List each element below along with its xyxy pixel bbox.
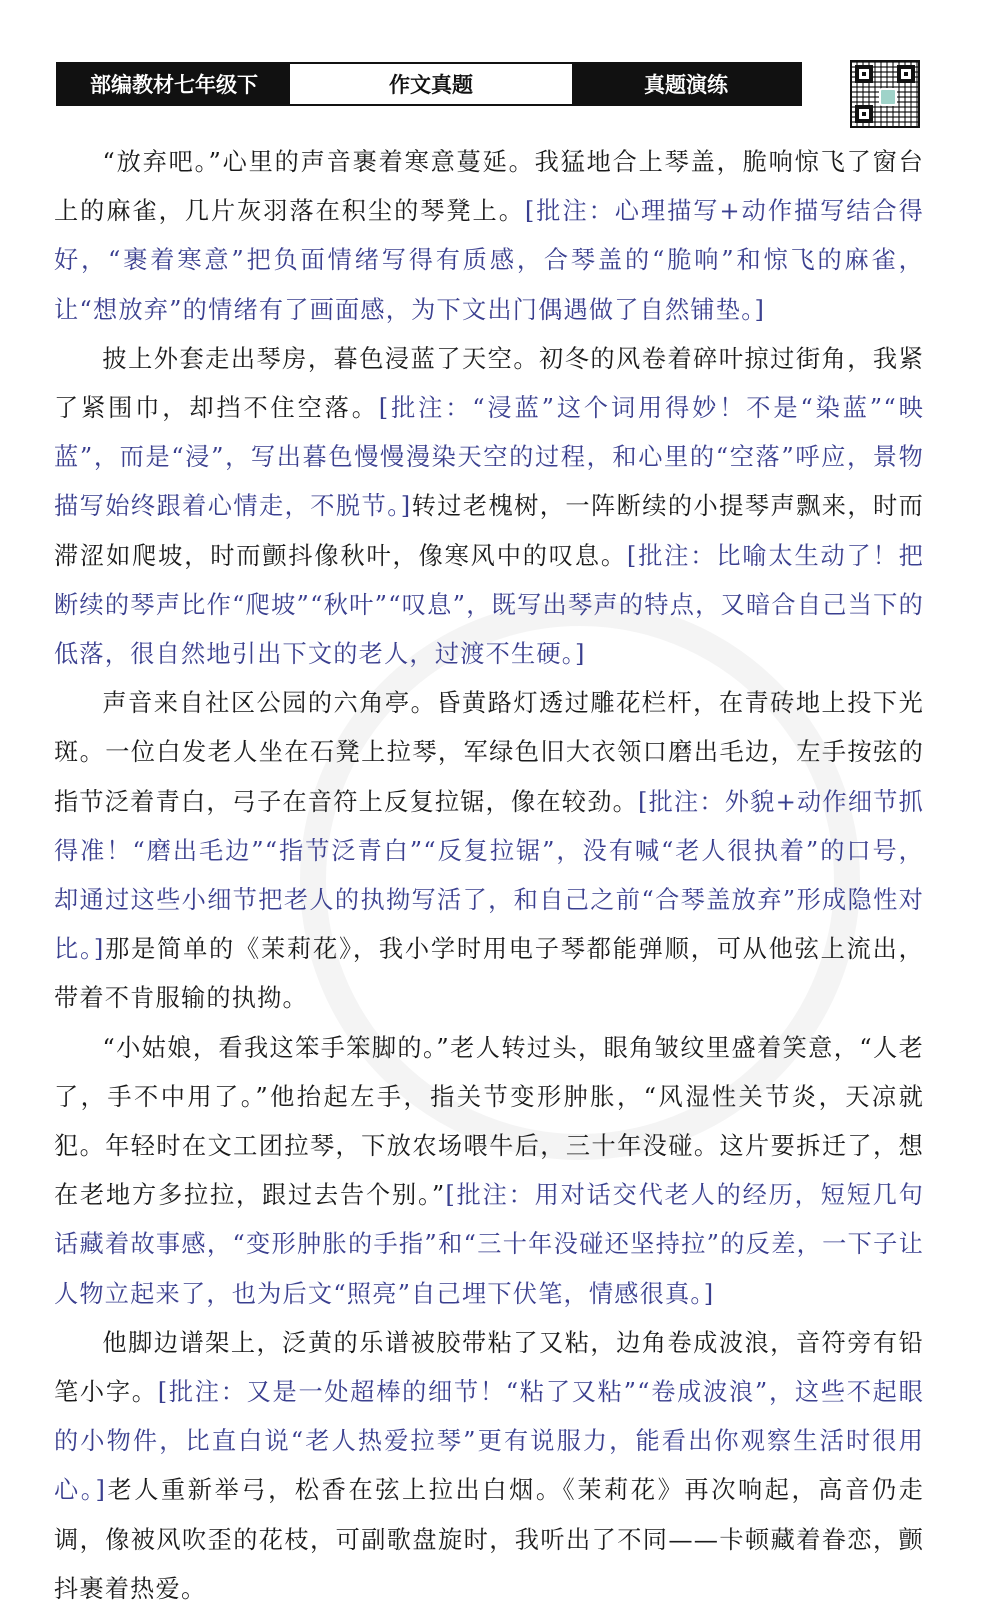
annotation-note: [批注：用对话交代老人的经历，短短几句话藏着故事感，“变形肿胀的手指”和“三十年没碰还坚持拉”的反差，一下子让人物立起来了，也为后文“照亮”自己埋下伏笔，情感很真。] (54, 1181, 924, 1308)
essay-paragraph (54, 679, 924, 1023)
essay-text: “放弃吧。”心里的声音裹着寒意蔓延。我猛地合上琴盖，脆响惊飞了窗台上的麻雀，几片灰羽落在积尘的琴凳上。 (54, 148, 924, 226)
essay-text: “小姑娘，看我这笨手笨脚的。”老人转过头，眼角皱纹里盛着笑意，“人老了，手不中用了。”他抬起左手，指关节变形肿胀，“风湿性关节炎，天凉就犯。年轻时在文工团拉琴，下放农场喂牛后，三十年没碰。这片要拆迁了，想在老地方多拉拉，跟过去告个别。” (54, 1033, 924, 1210)
essay-paragraph (54, 1319, 924, 1614)
essay-text: 声音来自社区公园的六角亭。昏黄路灯透过雕花栏杆，在青砖地上投下光斑。一位白发老人坐在石凳上拉琴，军绿色旧大衣领口磨出毛边，左手按弦的指节泛着青白，弓子在音符上反复拉锯，像在较劲。 (54, 689, 924, 816)
header-right-label: 真题演练 (572, 64, 800, 104)
annotation-note: [批注：又是一处超棒的细节！“粘了又粘”“卷成波浪”，这些不起眼的小物件，比直白说“老人热爱拉琴”更有说服力，能看出你观察生活时很用心。] (54, 1378, 924, 1505)
annotation-note: [批注：心理描写+动作描写结合得好，“裹着寒意”把负面情绪写得有质感，合琴盖的“脆响”和惊飞的麻雀，让“想放弃”的情绪有了画面感，为下文出门偶遇做了自然铺垫。] (54, 197, 925, 324)
essay-text: 披上外套走出琴房，暮色浸蓝了天空。初冬的风卷着碎叶掠过街角，我紧了紧围巾，却挡不住空落。 (54, 344, 924, 423)
header-middle-label: 作文真题 (290, 64, 572, 104)
essay-text: 那是简单的《茉莉花》，我小学时用电子琴都能弹顺，可从他弦上流出，带着不肯服输的执拗。 (54, 935, 924, 1013)
qr-code-icon[interactable] (850, 60, 920, 128)
essay-paragraph (54, 138, 924, 335)
annotation-note: [批注：“浸蓝”这个词用得妙！不是“染蓝”“映蓝”，而是“浸”，写出暮色慢慢漫染天空的过程，和心里的“空落”呼应，景物描写始终跟着心情走，不脱节。] (54, 394, 924, 521)
essay-paragraph (54, 335, 924, 679)
essay-text: 转过老槐树，一阵断续的小提琴声飘来，时而滞涩如爬坡，时而颤抖像秋叶，像寒风中的叹息。 (54, 492, 924, 570)
header-bar (56, 62, 802, 106)
essay-body (54, 138, 924, 1614)
annotation-note: [批注：比喻太生动了！把断续的琴声比作“爬坡”“秋叶”“叹息”，既写出琴声的特点，又暗合自己当下的低落，很自然地引出下文的老人，过渡不生硬。] (54, 541, 924, 669)
essay-text: 他脚边谱架上，泛黄的乐谱被胶带粘了又粘，边角卷成波浪，音符旁有铅笔小字。 (54, 1328, 924, 1407)
header-left-label: 部编教材七年级下 (58, 64, 290, 104)
essay-text: 老人重新举弓，松香在弦上拉出白烟。《茉莉花》再次响起，高音仍走调，像被风吹歪的花枝，可副歌盘旋时，我听出了不同——卡顿藏着眷恋，颤抖裹着热爱。 (54, 1476, 924, 1603)
annotation-note: [批注：外貌+动作细节抓得准！“磨出毛边”“指节泛青白”“反复拉锯”，没有喊“老人很执着”的口号，却通过这些小细节把老人的执拗写活了，和自己之前“合琴盖放弃”形成隐性对比。] (54, 787, 924, 964)
essay-paragraph (54, 1024, 924, 1319)
